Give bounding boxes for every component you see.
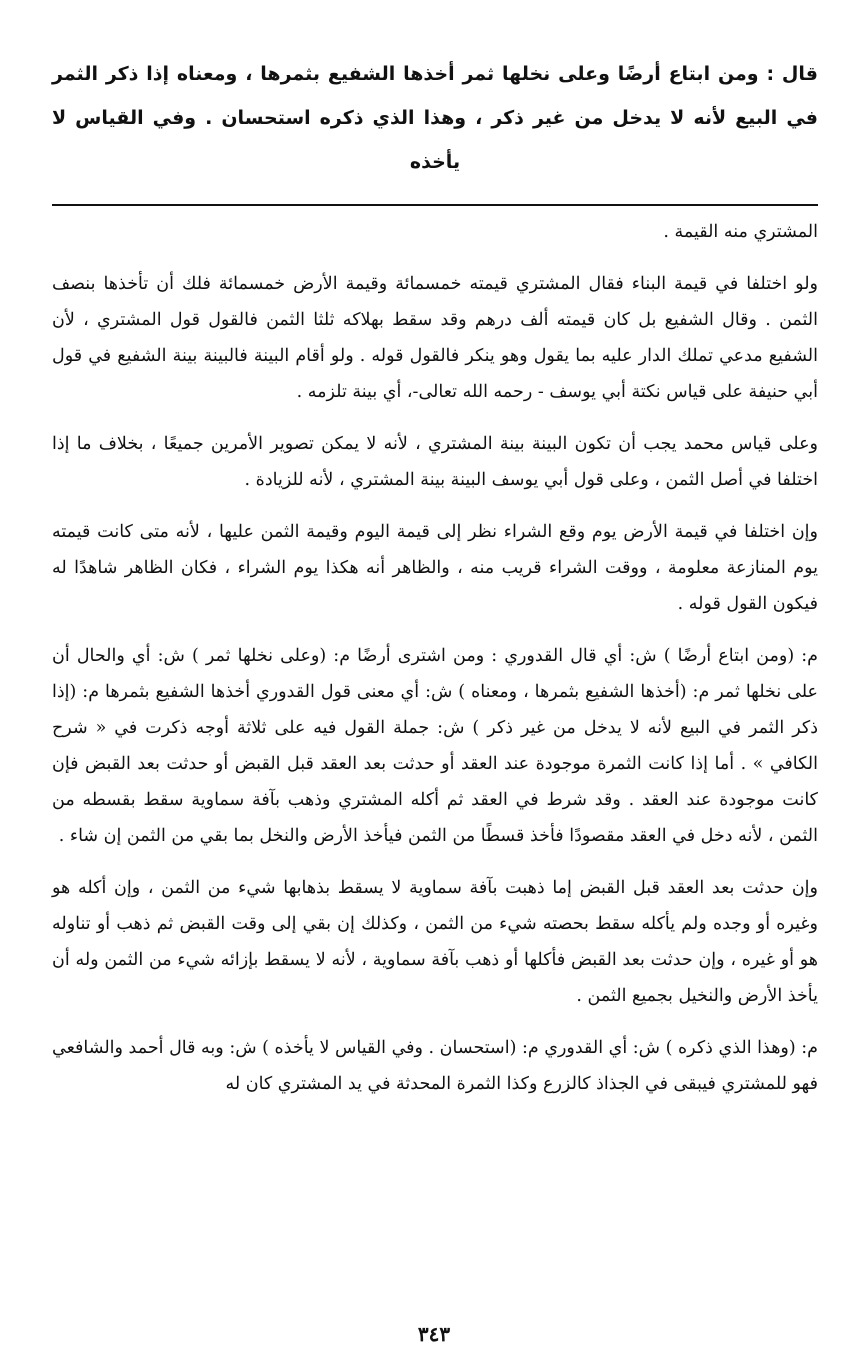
paragraph-continuation: المشتري منه القيمة .	[663, 222, 818, 242]
paragraph-commentary-fruit: م: (ومن ابتاع أرضًا ) ش: أي قال القدوري : ومن اشترى أرضًا م: (وعلى نخلها ثمر ) ش: أي والحال أن على نخلها ثمر م: (أخذها الشفيع بثمرها ، ومعناه ) ش: أي معنى قول القدوري أخذها الشفيع بثمرها م: (إذا ذكر الثمر في البيع لأنه لا يدخل من غير ذكر ) ش: جملة القول فيه على ثلاثة أوجه ذكرت في « شرح الكافي » . أما إذا كانت الثمرة موجودة عند العقد أو حدثت بعد العقد قبل القبض أو حدثت بعد القبض فإن كانت موجودة عند العقد . وقد شرط في العقد ثم أكله المشتري وذهب بآفة سماوية سقط بقسطه من الثمن ، لأنه دخل في العقد مقصودًا فأخذ قسطًا من الثمن فيأخذ الأرض والنخل بما بقي من الثمن إن شاء .	[52, 646, 818, 846]
divider-rule	[52, 204, 818, 206]
paragraph-after-contract: وإن حدثت بعد العقد قبل القبض إما ذهبت بآفة سماوية لا يسقط بذهابها شيء من الثمن ، وإن أكله هو وغيره أو وجده ولم يأكله سقط بحصته شيء من الثمن ، وكذلك إن بقي إلى وقت القبض ثم ذهب أو تناوله هو أو غيره ، وإن حدثت بعد القبض فأكلها أو ذهب بآفة سماوية ، لأنه لا يسقط بإزائه شيء من الثمن وله أن يأخذ الأرض والنخيل بجميع الثمن .	[52, 878, 818, 1006]
paragraph-building-value: ولو اختلفا في قيمة البناء فقال المشتري قيمته خمسمائة وقيمة الأرض خمسمائة فلك أن تأخذها بنصف الثمن . وقال الشفيع بل كان قيمته ألف درهم وقد سقط بهلاكه ثلثا الثمن فالقول قول المشتري ، لأن الشفيع مدعي تملك الدار عليه بما يقول وهو ينكر فالقول قوله . ولو أقام البينة فالبينة بينة الشفيع في قول أبي حنيفة على قياس نكتة أبي يوسف - رحمه الله تعالى-، أي بينة تلزمه .	[52, 274, 818, 402]
paragraph-commentary-istihsan: م: (وهذا الذي ذكره ) ش: أي القدوري م: (استحسان . وفي القياس لا يأخذه ) ش: وبه قال أحمد والشافعي فهو للمشتري فيبقى في الجذاذ كالزرع وكذا الثمرة المحدثة في يد المشتري كان له	[51, 1038, 818, 1094]
page-number: ٣٤٣	[417, 1322, 451, 1346]
paragraph-muhammad: وعلى قياس محمد يجب أن تكون البينة بينة المشتري ، لأنه لا يمكن تصوير الأمرين جميعًا ، بخلاف ما إذا اختلفا في أصل الثمن ، وعلى قول أبي يوسف البينة بينة المشتري ، لأنه للزيادة .	[52, 434, 818, 490]
paragraph-land-value: وإن اختلفا في قيمة الأرض يوم وقع الشراء نظر إلى قيمة اليوم وقيمة الثمن عليها ، لأنه متى كانت قيمته يوم المنازعة معلومة ، ووقت الشراء قريب منه ، والظاهر أنه هكذا يوم الشراء ، فكان الظاهر شاهدًا له فيكون القول قوله .	[52, 522, 818, 614]
matn-text: قال : ومن ابتاع أرضًا وعلى نخلها ثمر أخذها الشفيع بثمرها ، ومعناه إذا ذكر الثمر في البيع لأنه لا يدخل من غير ذكر ، وهذا الذي ذكره استحسان . وفي القياس لا يأخذه	[52, 63, 818, 173]
